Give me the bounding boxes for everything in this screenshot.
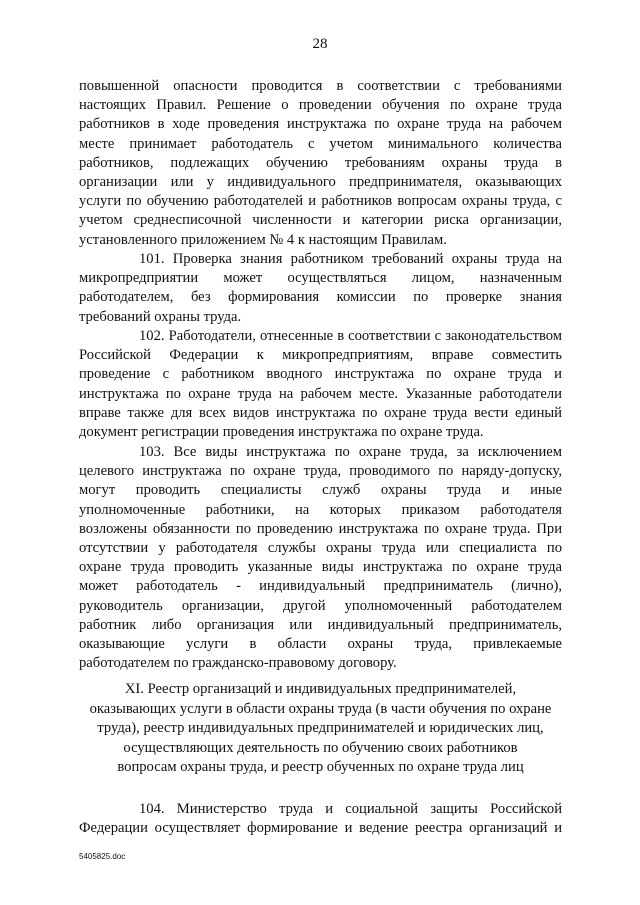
- paragraph-p-104: [79, 800, 562, 838]
- text-line: 102. Работодатели, отнесенные в соответствии с законодательством: [139, 328, 562, 344]
- text-line: микропредприятии может осуществляться лицом, назначенным: [79, 270, 562, 287]
- text-line: могут проводить специалисты служб охраны труда и иные: [79, 482, 562, 499]
- text-line: повышенной опасности проводится в соответствии с требованиями: [79, 78, 562, 94]
- text-line: работодателем по гражданско-правовому договору.: [79, 655, 397, 672]
- paragraph-p-101: [79, 250, 562, 327]
- text-line: уполномоченные работники, на которых приказом работодателя: [79, 501, 562, 518]
- text-line: 104. Министерство труда и социальной защиты Российской: [139, 801, 562, 817]
- heading-line: осуществляющих деятельность по обучению своих работников: [123, 739, 518, 756]
- text-line: охране труда проводить указанные виды инструктажа по охране труда: [79, 559, 562, 576]
- footer-filename: 5405825.doc: [79, 852, 126, 861]
- text-line: 103. Все виды инструктажа по охране труда, за исключением: [139, 444, 562, 460]
- text-line: 101. Проверка знания работником требований охраны труда на: [139, 251, 562, 267]
- text-line: целевого инструктажа по охране труда, проводимого по наряду-допуску,: [79, 463, 562, 480]
- text-line: настоящих Правил. Решение о проведении обучения по охране труда: [79, 97, 562, 114]
- text-line: Федерации осуществляет формирование и ведение реестра организаций и: [79, 820, 562, 837]
- paragraph-p-continued: [79, 77, 562, 250]
- text-line: Российской Федерации к микропредприятиям, вправе совместить: [79, 347, 562, 364]
- heading-line: вопросам охраны труда, и реестр обученных по охране труда лиц: [117, 759, 524, 776]
- text-line: месте принимает работодатель с учетом минимального количества: [79, 135, 562, 152]
- text-line: работодателем, без формирования комиссии по проверке знания: [79, 289, 562, 306]
- text-line: работников, подлежащих обучению требованиям охраны труда в: [79, 154, 562, 171]
- text-line: учетом среднесписочной численности и категории риска организации,: [79, 212, 562, 229]
- heading-line: труда), реестр индивидуальных предпринимателей и юридических лиц,: [97, 720, 544, 737]
- text-line: работник либо организация или индивидуальный предприниматель,: [79, 616, 562, 633]
- text-line: вправе также для всех видов инструктажа по охране труда вести единый: [79, 404, 562, 421]
- text-line: отсутствии у работодателя службы охраны труда или специалиста по: [79, 540, 562, 557]
- text-line: проведение с работником вводного инструктажа по охране труда и: [79, 366, 562, 383]
- heading-line: оказывающих услуги в области охраны труда (в части обучения по охране: [89, 700, 552, 717]
- text-line: инструктажа по охране труда на рабочем месте. Указанные работодатели: [79, 385, 562, 402]
- text-line: руководитель организации, другой уполномоченный работодателем: [79, 597, 562, 614]
- heading-line: XI. Реестр организаций и индивидуальных предпринимателей,: [124, 681, 517, 697]
- page-number: 28: [312, 36, 328, 52]
- text-line: организации или у индивидуального предпринимателя, оказывающих: [79, 174, 562, 191]
- section-heading: [79, 680, 562, 778]
- text-line: требований охраны труда.: [79, 308, 242, 325]
- text-line: работников в ходе проведения инструктажа по охране труда на рабочем: [79, 116, 562, 133]
- text-line: услуги по обучению работодателей и работников вопросам охраны труда, с: [79, 193, 562, 210]
- text-line: установленного приложением № 4 к настоящим Правилам.: [79, 231, 447, 248]
- text-line: может работодатель - индивидуальный предприниматель (лично),: [79, 578, 562, 595]
- text-line: документ регистрации проведения инструктажа по охране труда.: [79, 424, 484, 441]
- text-line: оказывающие услуги в области охраны труда, привлекаемые: [79, 636, 562, 653]
- paragraph-p-103: [79, 443, 562, 673]
- paragraph-p-102: [79, 327, 562, 442]
- text-line: возложены обязанности по проведению инструктажа по охране труда. При: [79, 520, 562, 537]
